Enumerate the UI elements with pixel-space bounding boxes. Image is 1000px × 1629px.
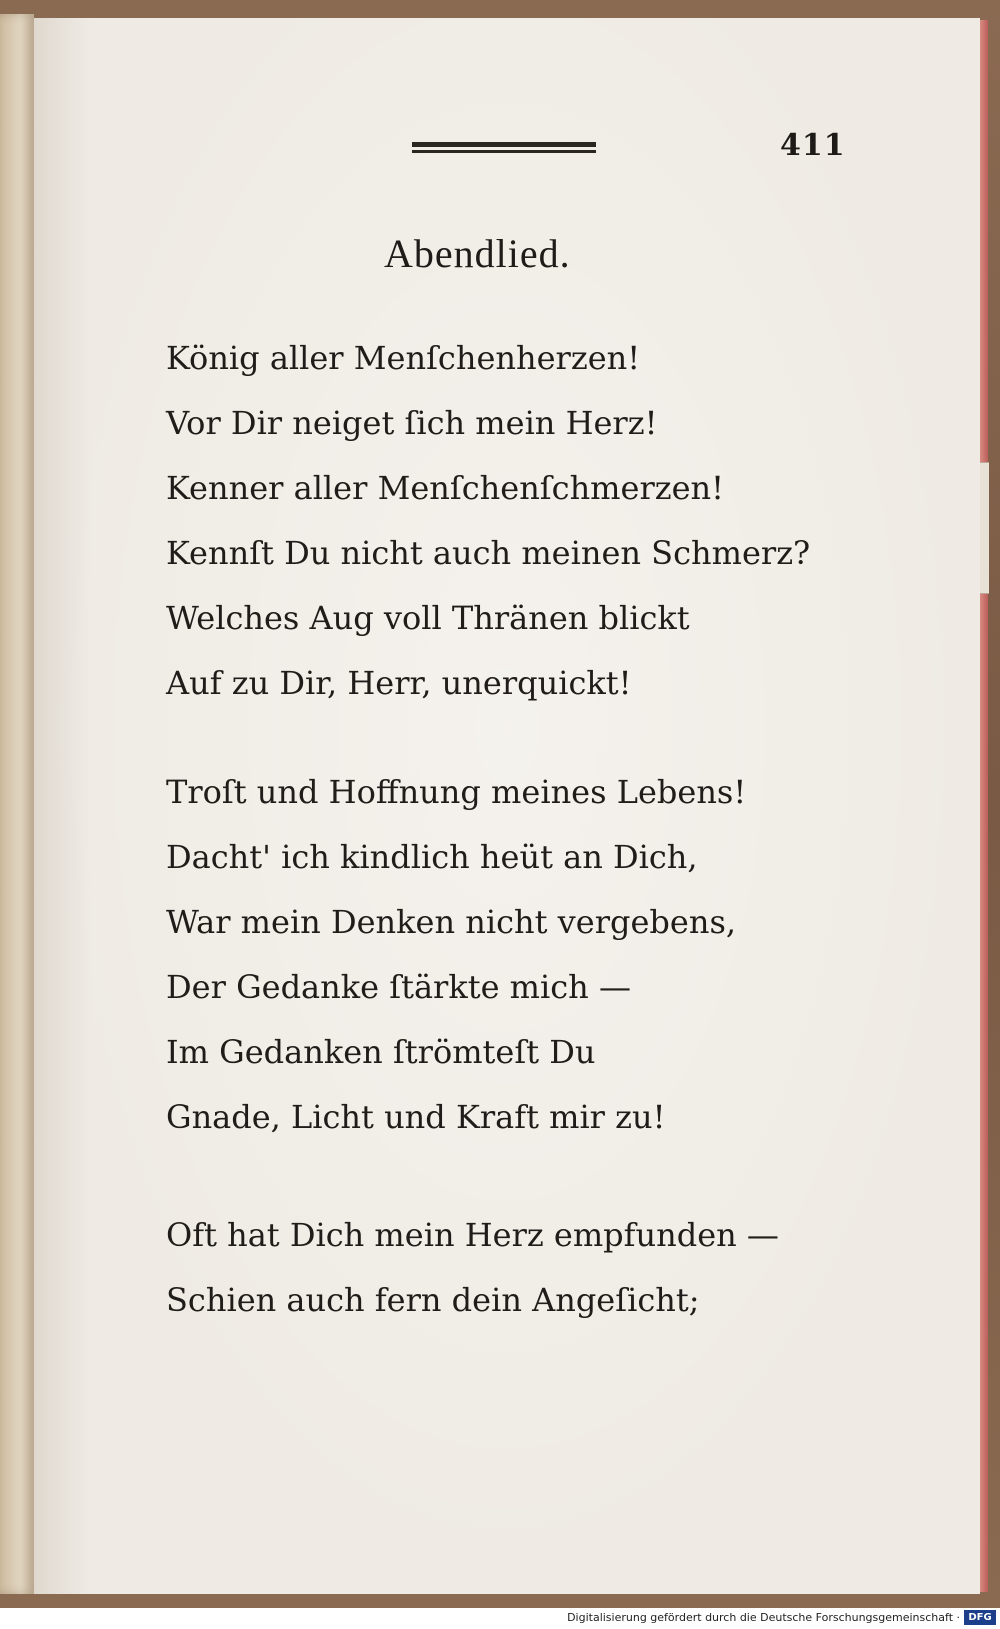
verse-line: Im Gedanken ſtrömteſt Du (166, 1033, 596, 1071)
verse-line: Welches Aug voll Thränen blickt (166, 599, 690, 637)
left-page-stack (0, 14, 34, 1594)
header-rule-thick (412, 142, 596, 147)
poem-title: Abendlied. (384, 231, 571, 276)
digitization-credit: Digitalisierung gefördert durch die Deutsche Forschungsgemeinschaft · (567, 1611, 960, 1624)
verse-line: Kenner aller Menſchenſchmerzen! (166, 469, 725, 507)
verse-line: Gnade, Licht und Kraft mir zu! (166, 1098, 666, 1136)
verse-line: Schien auch fern dein Angeſicht; (166, 1281, 700, 1319)
stanza-2 (166, 760, 746, 1150)
page-edge (980, 20, 988, 1592)
verse-line: Auf zu Dir, Herr, unerquickt! (166, 664, 632, 702)
page-number: 411 (780, 128, 846, 163)
header-rule (412, 142, 596, 154)
header-rule-thin (412, 150, 596, 153)
verse-line: Troſt und Hoffnung meines Lebens! (166, 773, 747, 811)
dfg-logo: DFG (964, 1610, 996, 1625)
verse-line: Vor Dir neiget ſich mein Herz! (166, 404, 658, 442)
verse-line: War mein Denken nicht vergebens, (166, 903, 737, 941)
stanza-1 (166, 326, 810, 716)
verse-line: Dacht' ich kindlich heüt an Dich, (166, 838, 698, 876)
verse-line: Kennſt Du nicht auch meinen Schmerz? (166, 534, 811, 572)
verse-line: Der Gedanke ſtärkte mich — (166, 968, 631, 1006)
verse-line: Oft hat Dich mein Herz empfunden — (166, 1216, 779, 1254)
stanza-3 (166, 1203, 779, 1333)
verse-line: König aller Menſchenherzen! (166, 339, 641, 377)
